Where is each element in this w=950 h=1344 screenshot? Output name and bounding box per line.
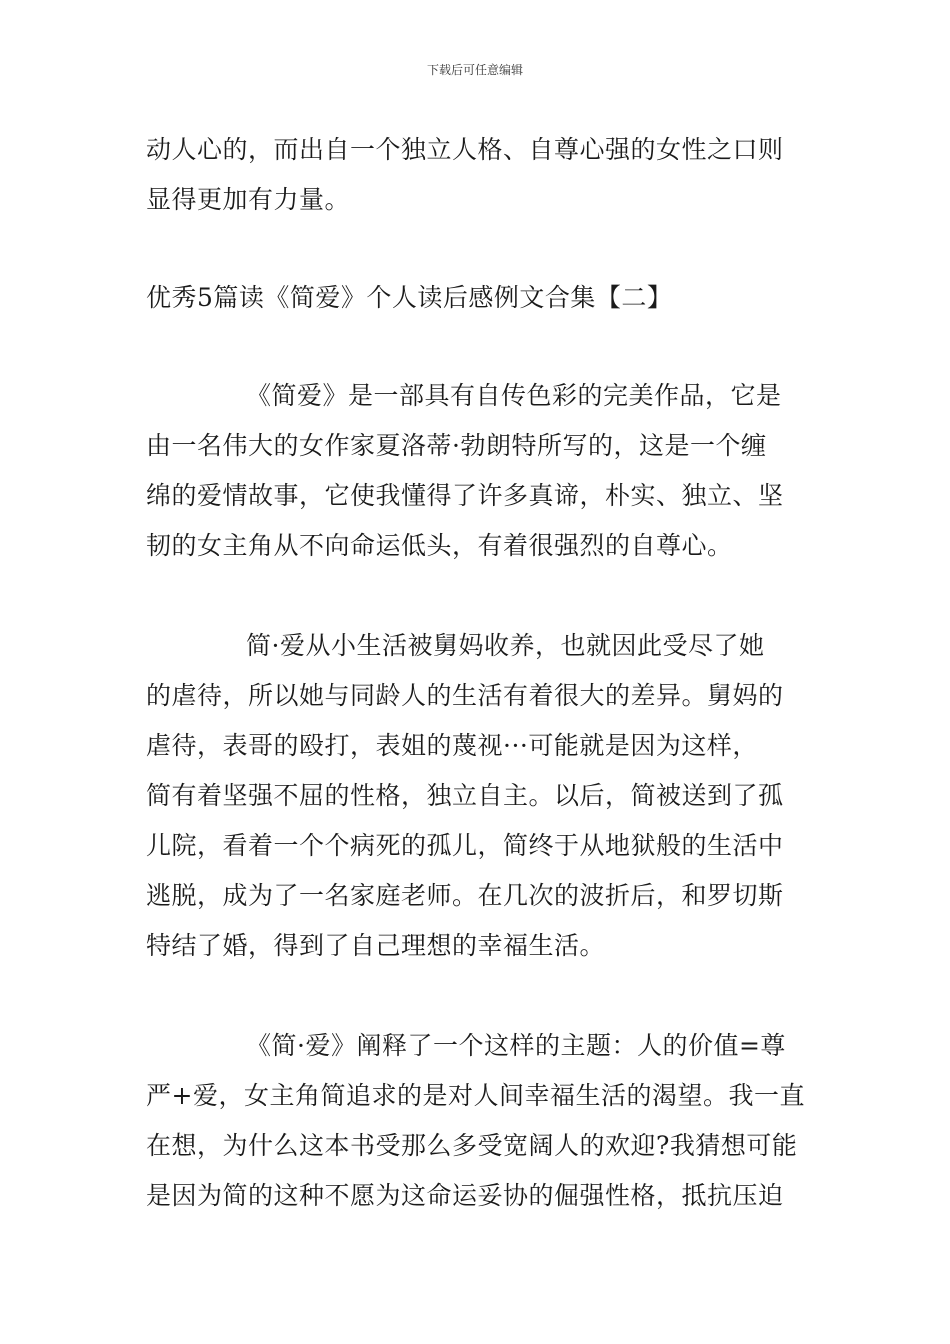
text-line: 儿院，看着一个个病死的孤儿，简终于从地狱般的生活中	[146, 831, 784, 860]
text-line: 虐待，表哥的殴打，表姐的蔑视···可能就是因为这样，	[146, 731, 758, 760]
text-line: 显得更加有力量。	[146, 185, 351, 214]
text-line: 在想，为什么这本书受那么多受宽阔人的欢迎?我猜想可能	[146, 1131, 798, 1160]
text-line: 韧的女主角从不向命运低头，有着很强烈的自尊心。	[146, 531, 733, 560]
text-line: 由一名伟大的女作家夏洛蒂·勃朗特所写的，这是一个缠	[146, 431, 767, 460]
text-line: 简·爱从小生活被舅妈收养，也就因此受尽了她	[246, 631, 765, 660]
text-line: 动人心的，而出自一个独立人格、自尊心强的女性之口则	[146, 135, 784, 164]
section-heading: 优秀5篇读《简爱》个人读后感例文合集【二】	[146, 283, 673, 312]
page-header-note: 下载后可任意编辑	[426, 63, 523, 77]
text-line: 逃脱，成为了一名家庭老师。在几次的波折后，和罗切斯	[146, 881, 784, 910]
text-line: 是因为简的这种不愿为这命运妥协的倔强性格，抵抗压迫	[146, 1181, 784, 1210]
text-line: 严+爱，女主角简追求的是对人间幸福生活的渴望。我一直	[146, 1081, 805, 1110]
text-line: 特结了婚，得到了自己理想的幸福生活。	[146, 931, 606, 960]
text-line: 绵的爱情故事，它使我懂得了许多真谛，朴实、独立、坚	[146, 481, 784, 510]
text-line: 的虐待，所以她与同龄人的生活有着很大的差异。舅妈的	[146, 681, 784, 710]
text-line: 《简·爱》阐释了一个这样的主题：人的价值=尊	[246, 1031, 786, 1060]
text-line: 简有着坚强不屈的性格，独立自主。以后，简被送到了孤	[146, 781, 784, 810]
text-line: 《简爱》是一部具有自传色彩的完美作品，它是	[246, 381, 782, 410]
